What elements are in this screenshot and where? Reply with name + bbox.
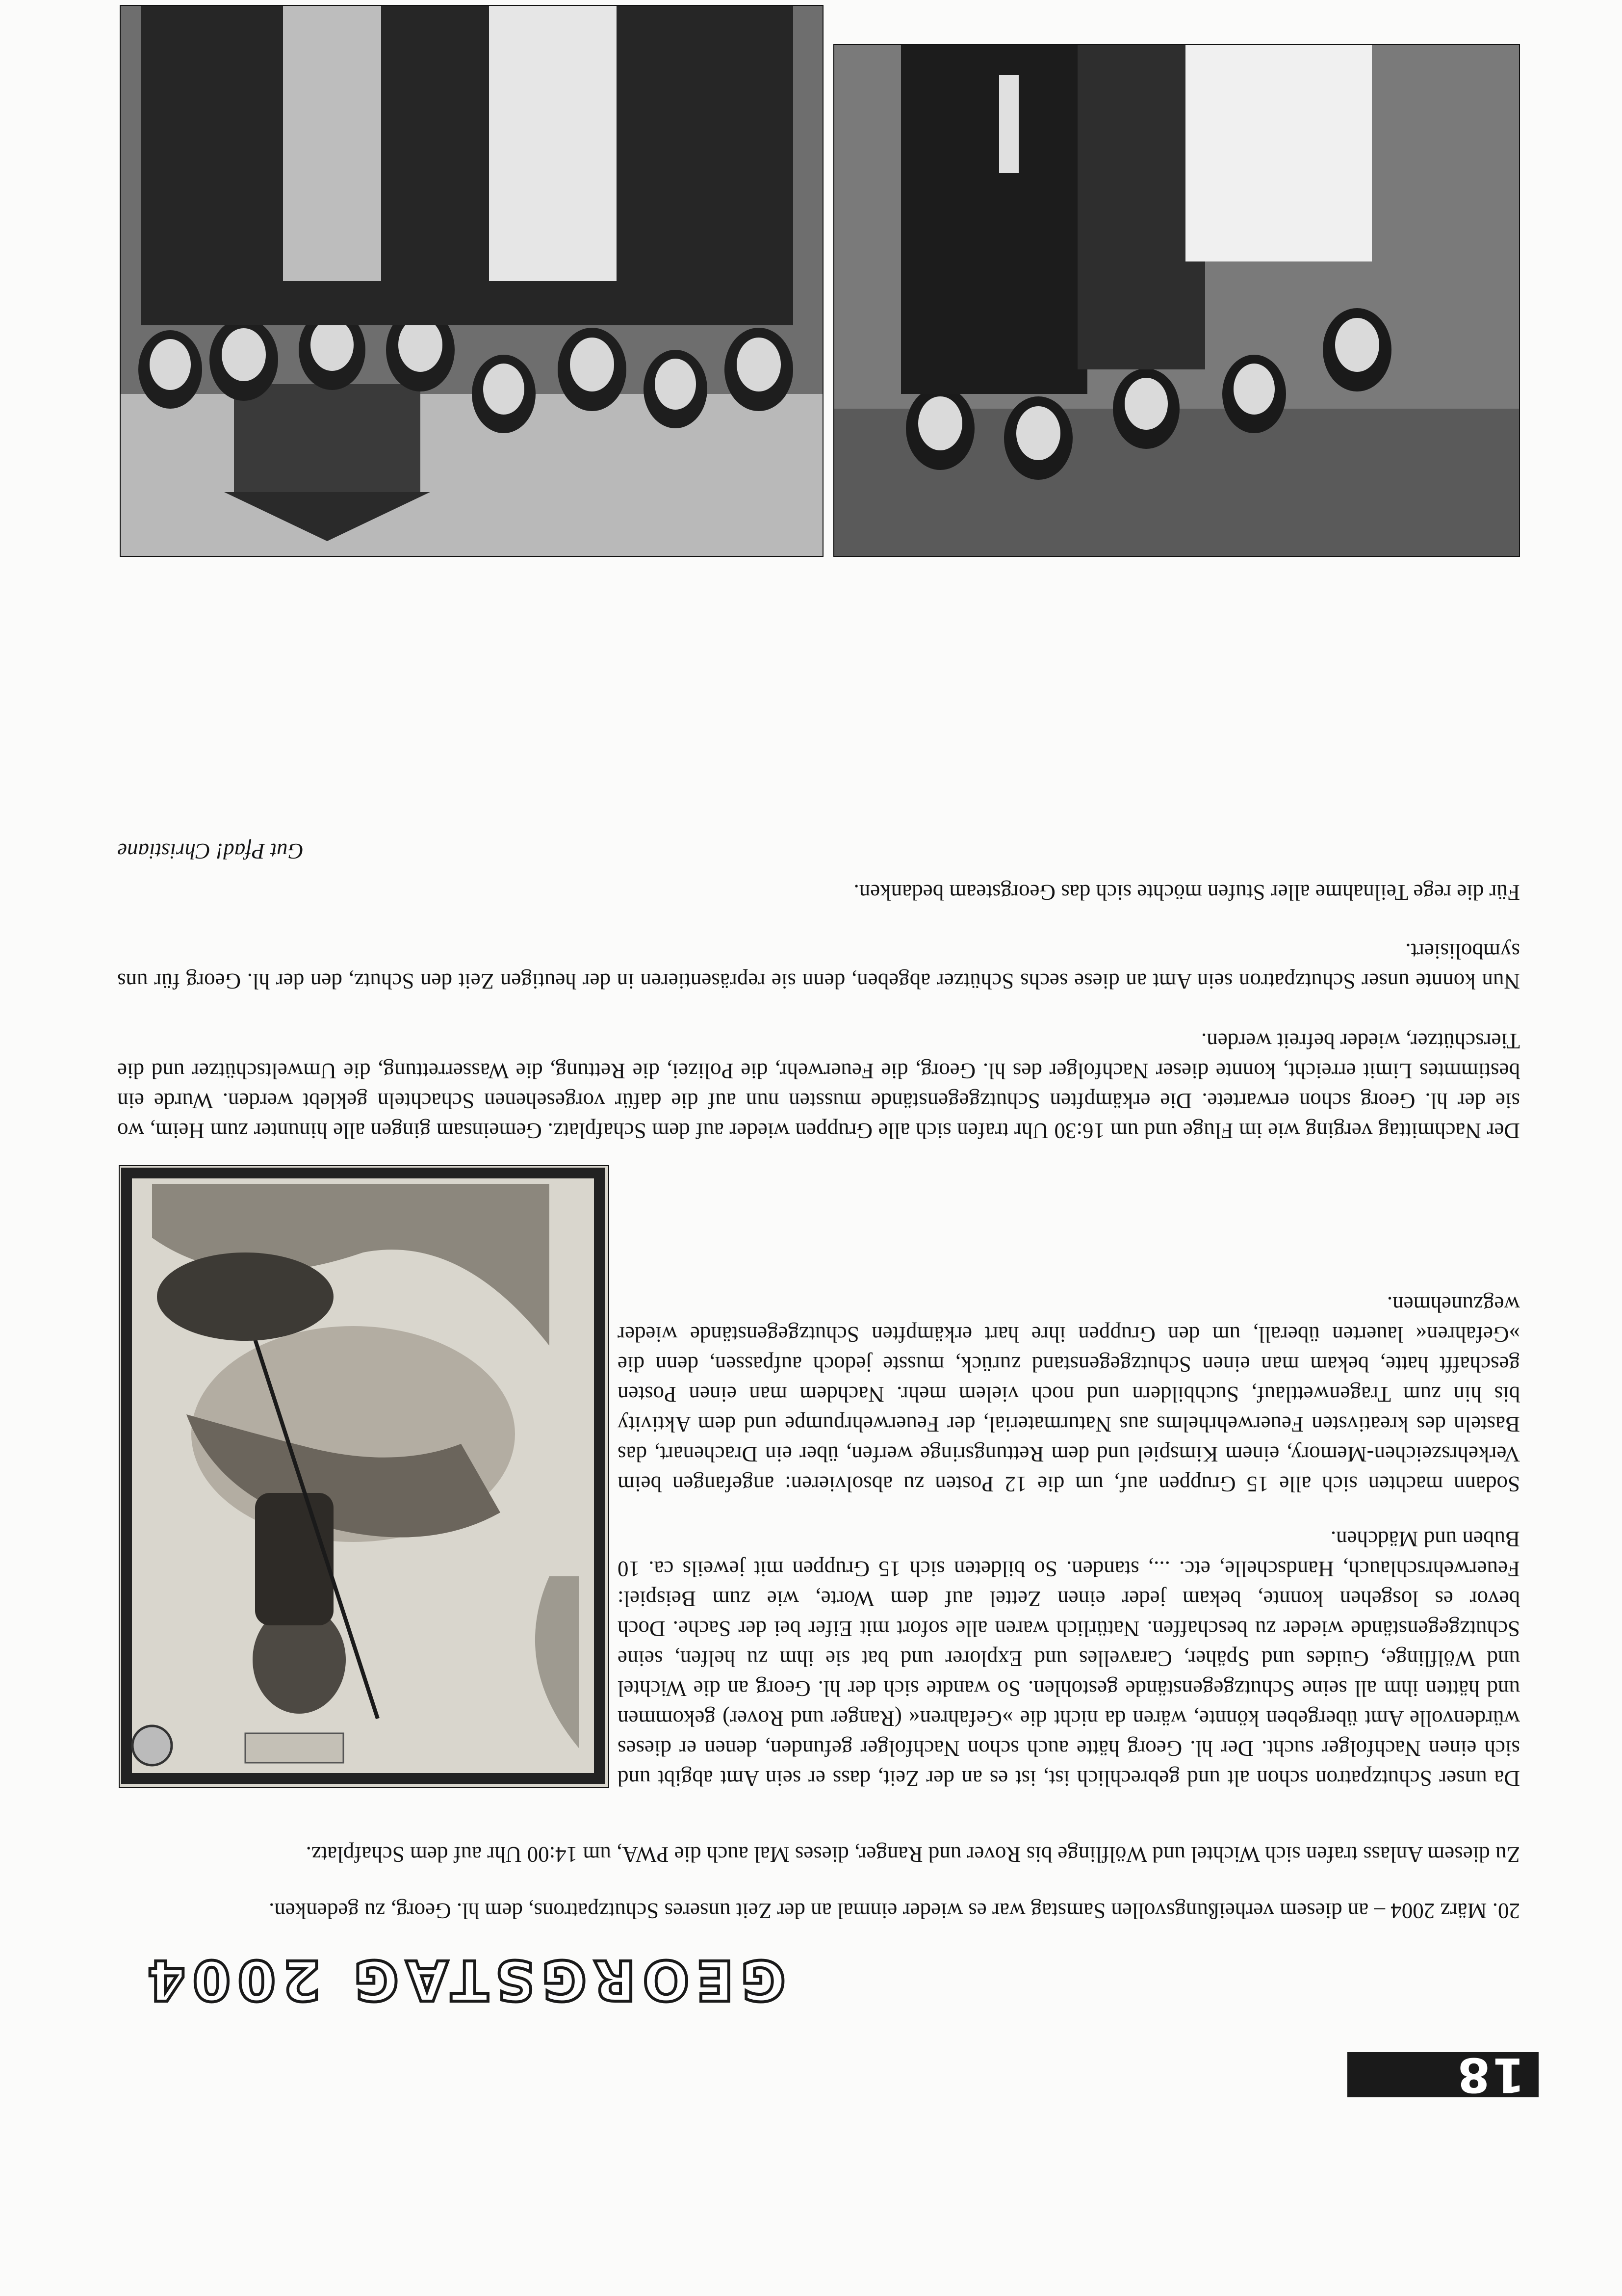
painting-illustration [119,1165,608,1787]
paragraph-story: Da unser Schutzpatron schon alt und gebrechlich ist, ist es an der Zeit, dass er sein Amt abgibt und sich einen Nachfolger sucht. Der hl. Georg hätte auch schon Nachfolger gefunden, denen er dieses würdenvolle Amt übergeben könnte, wären da nicht die »Gefahren« (Ranger und Rover) gekommen und hätten ihm all seine Schutzgegenstände gestohlen. So wandte sich der hl. Georg an die Wichtel und Wölflinge, Guides und Späher, Caravelles und Explorer und bat sie ihm zu helfen, seine Schutzgegenstände wieder zu beschaffen. Natürlich waren alle sofort mit Eifer bei der Sache. Doch bevor es losgehen konnte, bekam jeder einen Zettel auf dem Worte, wie zum Beispiel: Feuerwehrschlauch, Handschelle, etc. ..., standen. So bildeten sich 15 Gruppen mit jeweils ca. 10 Buben und Mädchen. [618,1527,1520,1791]
paragraph-thanks: Für die rege Teilnahme aller Stufen möchte sich das Georgsteam bedanken. [853,880,1520,905]
signature: Gut Pfad! Christiane [117,839,304,863]
paragraph-afternoon: Der Nachmittag verging wie im Fluge und um 16:30 Uhr trafen sich alle Gruppen wieder auf dem Schafplatz. Gemeinsam gingen alle hinunter zum Heim, wo sie der hl. Georg schon erwartete. Die erkämpften Schutzgegenstände mussten nun auf die dafür vorgesehenen Schachteln geklebt werden. Wurde ein bestimmtes Limit erreicht, konnte dieser Nachfolger des hl. Georg, die Feuerwehr, die Polizei, die Rettung, die Wasserrettung, die Umweltschützer und die Tierschützer, wieder befreit werden. [117,1029,1520,1143]
page-number: 18 [1455,2047,1525,2102]
page-number-bar [1347,2047,1539,2102]
paragraph-handover: Nun konnte unser Schutzpatron sein Amt an diese sechs Schützer abgeben, denn sie repräsentieren in der heutigen Zeit den Schutz, den der hl. Georg für uns symbolisiert. [117,939,1520,993]
group-photo-left [120,5,824,557]
saint-george-painting [119,1165,609,1788]
group-photo-right [833,44,1520,557]
group-photo-right-illustration [833,44,1519,556]
paragraph-stations: Sodann machten sich alle 15 Gruppen auf, um die 12 Posten zu absolvieren: angefangen beim Verkehrszeichen-Memory, einem Kimspiel und dem Rettungsringe werfen, über ein Drachenart, das Basteln des kreativsten Feuerwehrhelms aus Naturmaterial, der Feuerwehrpumpe und dem Aktivity bis hin zum Tragenwettlauf, Suchbildern und noch vielem mehr. Nachdem man einen Posten geschafft hatte, bekam man einen Schutzgegenstand zurück, musste jedoch aufpassen, denn die »Gefahren« lauerten überall, um den Gruppen ihre hart erkämpften Schutzgegenstände wieder wegzunehmen. [618,1292,1520,1496]
article-title: GEORGSTAG 2004 [140,1948,786,2011]
paragraph-intro: 20. März 2004 – an diesem verheißungsvollen Samstag war es wieder einmal an der Zeit unseres Schutzpatrons, dem hl. Georg, zu gedenken. [269,1899,1520,1923]
group-photo-left-illustration [120,5,823,556]
paragraph-meeting: Zu diesem Anlass trafen sich Wichtel und Wölflinge bis Rover und Ranger, dieses Mal auch die PWA, um 14:00 Uhr auf dem Schafplatz. [306,1842,1520,1867]
